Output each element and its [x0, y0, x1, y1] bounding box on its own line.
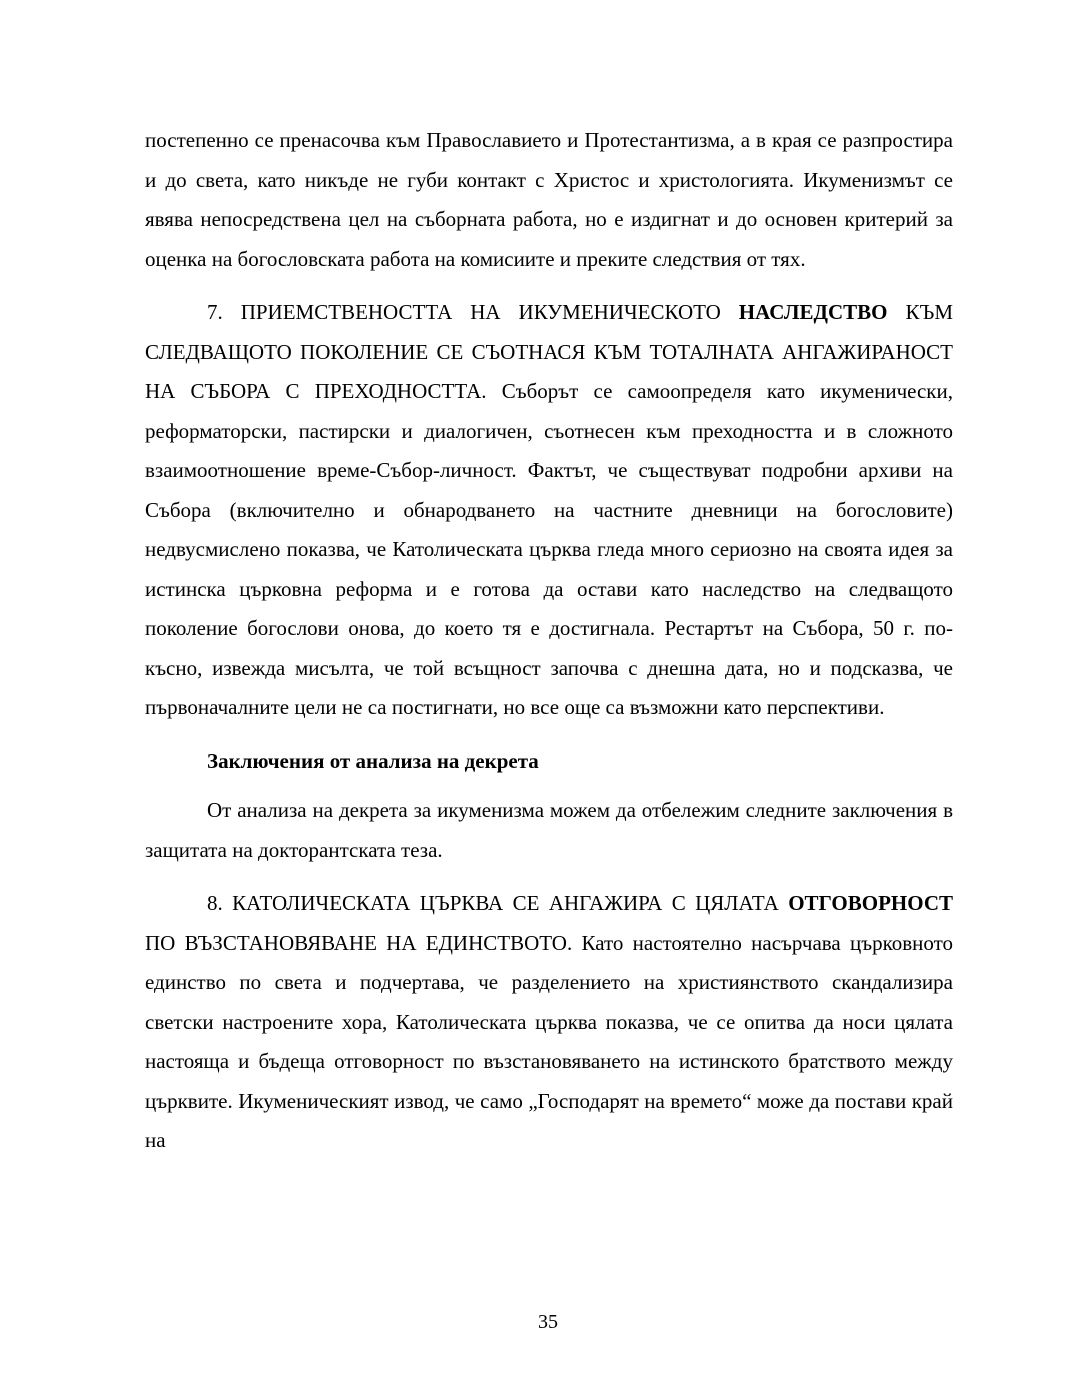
point-7-bold-term: НАСЛЕДСТВО [738, 300, 888, 324]
paragraph-continuation: постепенно се пренасочва към Православието и Протестантизма, а в края се разпростира и до света, като никъде не губи контакт с Христос и христологията. Икуменизмът се явява непосредствена цел на съборната работа, но е издигнат и до основен критерий за оценка на богословската работа на комисиите и преките следствия от тях. [145, 128, 953, 271]
section-heading: Заключения от анализа на декрета [207, 748, 539, 773]
document-page [145, 121, 953, 1161]
point-7-lead: 7. ПРИЕМСТВЕНОСТТА НА ИКУМЕНИЧЕСКОТО [207, 300, 739, 324]
paragraph-point-7 [145, 293, 953, 728]
point-8-lead: 8. КАТОЛИЧЕСКАТА ЦЪРКВА СЕ АНГАЖИРА С ЦЯЛАТА [207, 891, 789, 915]
point-8-body: ПО ВЪЗСТАНОВЯВАНЕ НА ЕДИНСТВОТО. Като настоятелно насърчава църковното единство по света и подчертава, че разделението на християнството скандализира светски настроените хора, Католическата църква показва, че се опитва да носи цялата настояща и бъдеща отговорност по възстановяването на истинското братството между църквите. Икуменическият извод, че само „Господарят на времето“ може да постави край на [145, 930, 953, 1152]
point-7-body: КЪМ СЛЕДВАЩОТО ПОКОЛЕНИЕ СЕ СЪОТНАСЯ КЪМ ТОТАЛНАТА АНГАЖИРАНОСТ НА СЪБОРА С ПРЕХОДНОСТТА. Съборът се самоопределя като икуменически, реформаторски, пастирски и диалогичен, съотнесен към преходността и в сложното взаимоотношение време-Събор-личност. Фактът, че съществуват подробни архиви на Събора (включително и обнародването на частните дневници на богословите) недвусмислено показва, че Католическата църква гледа много сериозно на своята идея за истинска църковна реформа и е готова да остави като наследство на следващото поколение богослови онова, до което тя е достигнала. Рестартът на Събора, 50 г. по-късно, извежда мисълта, че той всъщност започва с днешна дата, но и подсказва, че първоначалните цели не са постигнати, но все още са възможни като перспективи. [145, 300, 953, 719]
page-number: 35 [538, 1311, 558, 1333]
paragraph-conclusions-intro: От анализа на декрета за икуменизма можем да отбележим следните заключения в защитата на докторантската теза. [145, 798, 953, 862]
paragraph-point-8 [145, 884, 953, 1161]
point-8-bold-term: ОТГОВОРНОСТ [788, 891, 953, 915]
